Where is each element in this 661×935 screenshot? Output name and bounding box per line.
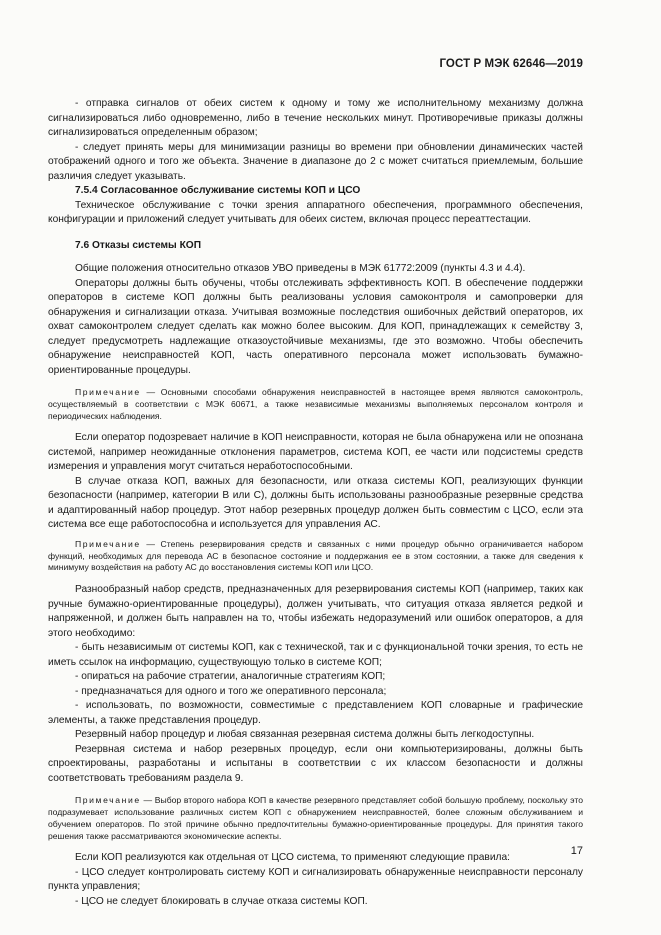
list-item: - следует принять меры для минимизации разницы во времени при обновлении динамических частей отображений одного и того же объекта. Значение в диапазоне до 2 с может считаться приемлемым, большие различия следует указывать. xyxy=(48,141,583,182)
note-label: Примечание xyxy=(75,795,141,806)
paragraph: Техническое обслуживание с точки зрения аппаратного обеспечения, программного обеспечения, конфигурации и приложений следует учитывать для обеих систем, включая процесс переаттестации. xyxy=(48,199,583,225)
list-item: - использовать, по возможности, совместимые с представлением КОП словарные и графические элементы, а также представления процедур. xyxy=(48,700,583,726)
paragraph: Разнообразный набор средств, предназначенных для резервирования системы КОП (например, таких как ручные бумажно-ориентированные процедуры), должен учитывать, что ситуация отказа является редкой и напряженной, и должен быть направлен на то, чтобы избежать недоразумений или ошибок операторов, а для этого необходимо: xyxy=(48,584,583,639)
paragraph: Общие положения относительно отказов УВО приведены в МЭК 61772:2009 (пункты 4.3 и 4.4). xyxy=(75,263,526,274)
list-item: - отправка сигналов от обеих систем к одному и тому же исполнительному механизму должна сигнализироваться либо одновременно, либо в течение нескольких минут. Противоречивые приказы должны сигнализироваться определенным образом; xyxy=(48,98,583,138)
note xyxy=(48,795,583,842)
note-text: — Основными способами обнаружения неисправностей в настоящее время являются самоконтроль, осуществляемый в соответствии с МЭК 60671, а также независимые механизмы выполняемых персоналом контроля и периодических наблюдения. xyxy=(48,387,583,421)
note-label: Примечание xyxy=(75,538,141,549)
paragraph: Резервная система и набор резервных процедур, если они компьютеризированы, должны быть спроектированы, разработаны и испытаны в соответствии с их классом безопасности и должны соответствовать требованиям раздела 9. xyxy=(48,743,583,784)
document-header-id: ГОСТ Р МЭК 62646—2019 xyxy=(439,58,583,70)
paragraph: Если КОП реализуются как отдельная от ЦСО система, то применяют следующие правила: xyxy=(75,852,510,864)
paragraph: Резервный набор процедур и любая связанная резервная система должны быть легкодоступны. xyxy=(75,729,535,741)
section-heading: 7.6 Отказы системы КОП xyxy=(75,239,202,251)
note xyxy=(48,539,583,574)
note-label: Примечание xyxy=(75,387,141,397)
paragraph: Если оператор подозревает наличие в КОП неисправности, которая не была обнаружена или не опознана системой, например неожиданные отклонения параметров, система КОП, ее части или подсистемы средств измерения и управления могут считаться неработоспособными. xyxy=(48,432,583,473)
subsection-heading: 7.5.4 Согласованное обслуживание системы КОП и ЦСО xyxy=(75,185,361,196)
note-text: — Выбор второго набора КОП в качестве резервного представляет собой большую проблему, поскольку это подразумевает использование различных систем КОП с обнаружением неисправностей, более сложным обслуживанием и обучением операторов. По этой причине обычно предпочтительны бумажно-ориентированные процедуры. Для принятия такого решения также рассматриваются экономические аспекты. xyxy=(48,795,583,841)
page-content xyxy=(48,97,583,909)
list-item: - ЦСО не следует блокировать в случае отказа системы КОП. xyxy=(75,895,368,907)
note xyxy=(48,387,583,422)
list-item: - предназначаться для одного и того же оперативного персонала; xyxy=(75,685,387,697)
list-item: - опираться на рабочие стратегии, аналогичные стратегиям КОП; xyxy=(75,671,386,683)
list-item: - ЦСО следует контролировать систему КОП и сигнализировать обнаруженные неисправности персоналу пункта управления; xyxy=(48,866,583,893)
list-item: - быть независимым от системы КОП, как с технической, так и с функциональной точки зрения, то есть не иметь ссылок на информацию, существующую только в системе КОП; xyxy=(48,642,583,668)
paragraph: Операторы должны быть обучены, чтобы отслеживать эффективность КОП. В обеспечение поддержки операторов в системе КОП должны быть реализованы условия самоконтроля и самопроверки для обнаружения и сигнализации отказа. Учитывая возможные последствия ошибочных действий операторов, их охват самоконтролем следует сделать как можно более высоким. Для КОП, принадлежащих к семейству 3, следует предусмотреть надлежащие отказоустойчивые механизмы, где это возможно. Чтобы обеспечить обнаружение неисправностей КОП, часть оперативного персонала может использовать бумажно-ориентированные процедуры. xyxy=(48,277,583,376)
note-text: — Степень резервирования средств и связанных с ними процедур обычно ограничивается набором функций, необходимых для перевода АС в безопасное состояние и поддержания ее в этом состоянии, а также для сведения к минимуму воздействия на работу АС до восстановления системы КОП или ЦСО. xyxy=(48,538,583,573)
page-number: 17 xyxy=(570,845,583,857)
paragraph: В случае отказа КОП, важных для безопасности, или отказа системы КОП, реализующих функции безопасности (например, категории В или С), должны быть использованы разнообразные резервные средства и адаптированный набор процедур. Этот набор резервных процедур должен быть совместим с ЦСО, если эта система все еще работоспособна и используется для управления АС. xyxy=(48,475,583,531)
